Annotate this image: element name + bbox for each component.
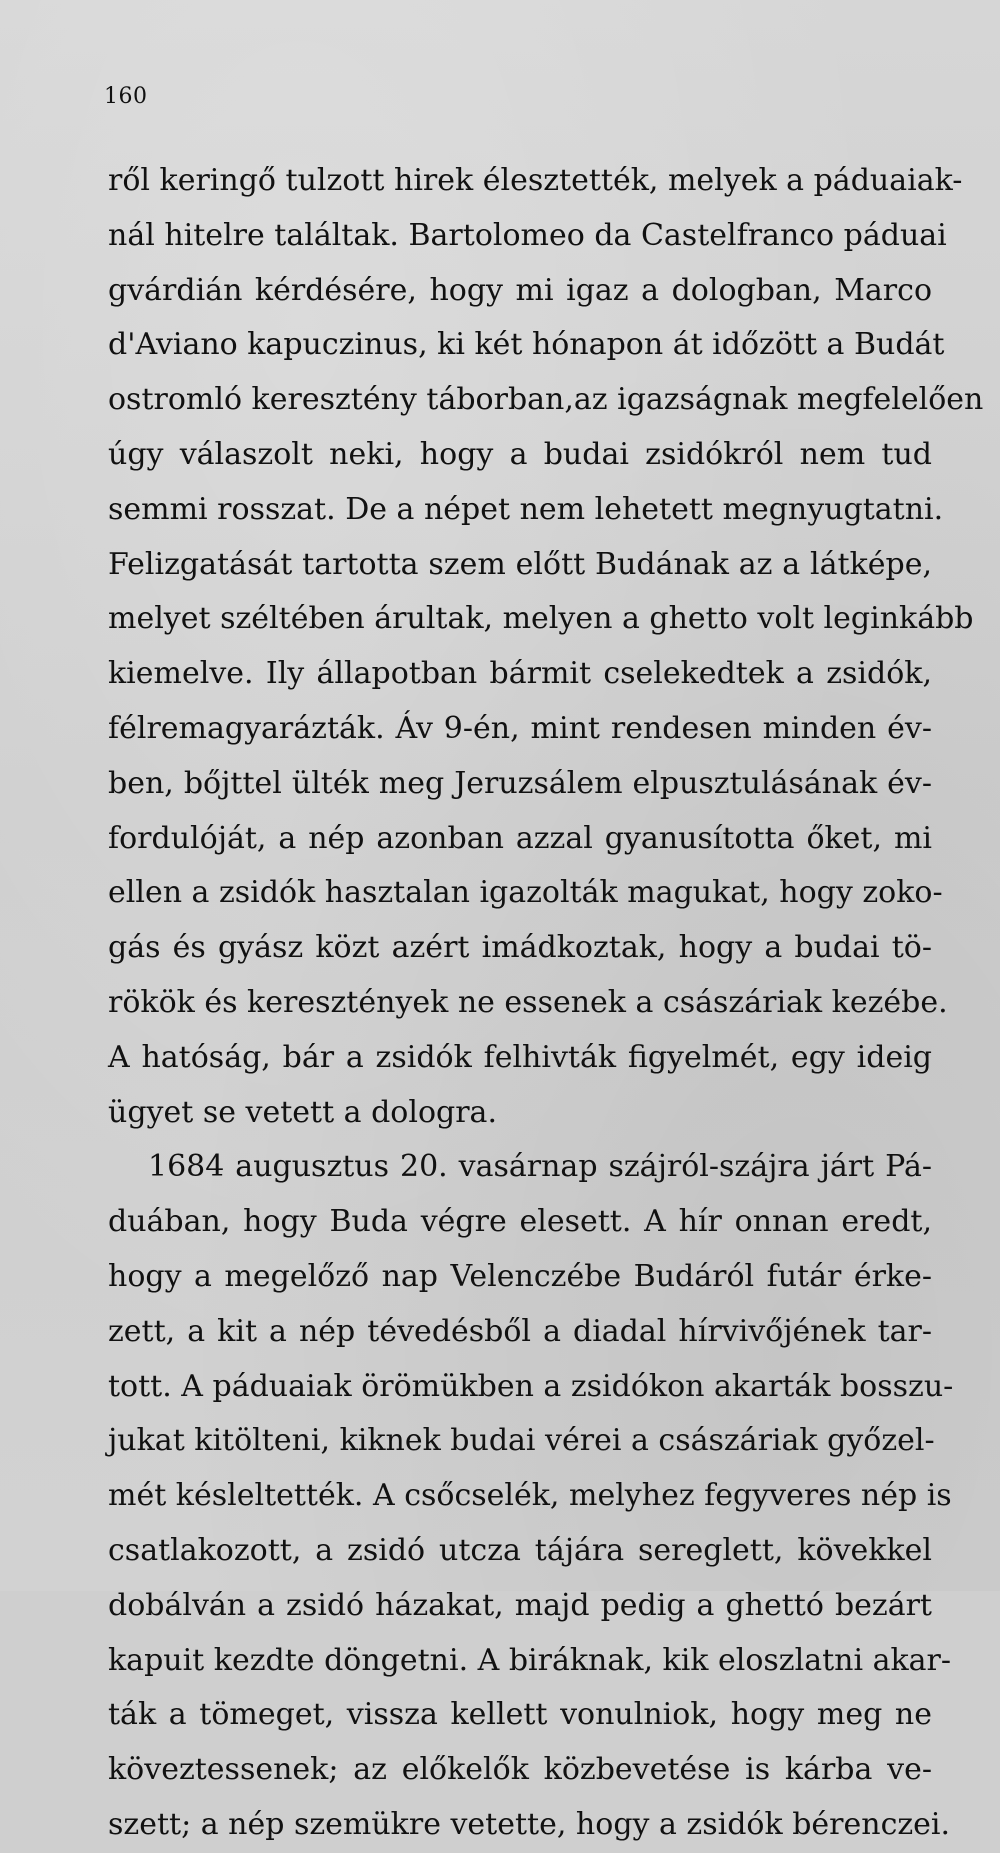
text-line: jukat kitölteni, kiknek budai vérei a császáriak győzel- <box>108 1423 935 1459</box>
text-line: duában, hogy Buda végre elesett. A hír onnan eredt, <box>108 1204 932 1240</box>
text-line: ostromló keresztény táborban,az igazságnak megfelelően <box>108 382 984 418</box>
text-line: zett, a kit a nép tévedésből a diadal hírvivőjének tar- <box>108 1313 932 1349</box>
text-line: Felizgatását tartotta szem előtt Budának az a látképe, <box>108 546 932 582</box>
text-line: szett; a nép szemükre vetette, hogy a zsidók bérenczei. <box>108 1806 951 1842</box>
page-number: 160 <box>104 84 148 109</box>
text-line: ták a tömeget, vissza kellett vonulniok, hogy meg ne <box>108 1697 932 1733</box>
text-line: kiemelve. Ily állapotban bármit cselekedtek a zsidók, <box>108 656 932 692</box>
text-line: gvárdián kérdésére, hogy mi igaz a dologban, Marco <box>108 272 932 308</box>
text-line: dobálván a zsidó házakat, majd pedig a ghettó bezárt <box>108 1587 932 1623</box>
text-line: 1684 augusztus 20. vasárnap szájról-szájra járt Pá- <box>148 1149 932 1185</box>
text-line: d'Aviano kapuczinus, ki két hónapon át időzött a Budát <box>108 327 945 363</box>
text-line: tott. A páduaiak örömükben a zsidókon akarták bosszu- <box>108 1368 954 1404</box>
text-line: ügyet se vetett a dologra. <box>108 1094 497 1130</box>
text-line: nál hitelre találtak. Bartolomeo da Castelfranco páduai <box>108 217 947 253</box>
body-text <box>108 154 984 1853</box>
text-line: melyet széltében árultak, melyen a ghetto volt leginkább <box>108 601 974 637</box>
text-line: hogy a megelőző nap Velenczébe Budáról futár érke- <box>108 1258 932 1294</box>
text-line: gás és gyász közt azért imádkoztak, hogy a budai tö- <box>108 930 932 966</box>
text-line: semmi rosszat. De a népet nem lehetett megnyugtatni. <box>108 491 944 527</box>
text-line: kapuit kezdte döngetni. A biráknak, kik eloszlatni akar- <box>108 1642 952 1678</box>
text-line: ellen a zsidók hasztalan igazolták magukat, hogy zoko- <box>108 875 943 911</box>
text-line: ről keringő tulzott hirek élesztették, melyek a páduaiak- <box>108 163 963 198</box>
text-line: A hatóság, bár a zsidók felhivták figyelmét, egy ideig <box>108 1039 932 1075</box>
text-line: csatlakozott, a zsidó utcza tájára sereglett, kövekkel <box>108 1532 932 1568</box>
text-line: mét késleltették. A csőcselék, melyhez fegyveres nép is <box>108 1478 952 1514</box>
text-line: ben, bőjttel ülték meg Jeruzsálem elpusztulásának év- <box>108 765 932 801</box>
text-line: úgy válaszolt neki, hogy a budai zsidókról nem tud <box>108 436 932 472</box>
text-line: fordulóját, a nép azonban azzal gyanusította őket, mi <box>108 820 932 856</box>
text-line: köveztessenek; az előkelők közbevetése is kárba ve- <box>108 1752 932 1788</box>
text-line: rökök és keresztények ne essenek a császáriak kezébe. <box>108 984 948 1020</box>
text-line: félremagyarázták. Áv 9-én, mint rendesen minden év- <box>108 710 932 746</box>
